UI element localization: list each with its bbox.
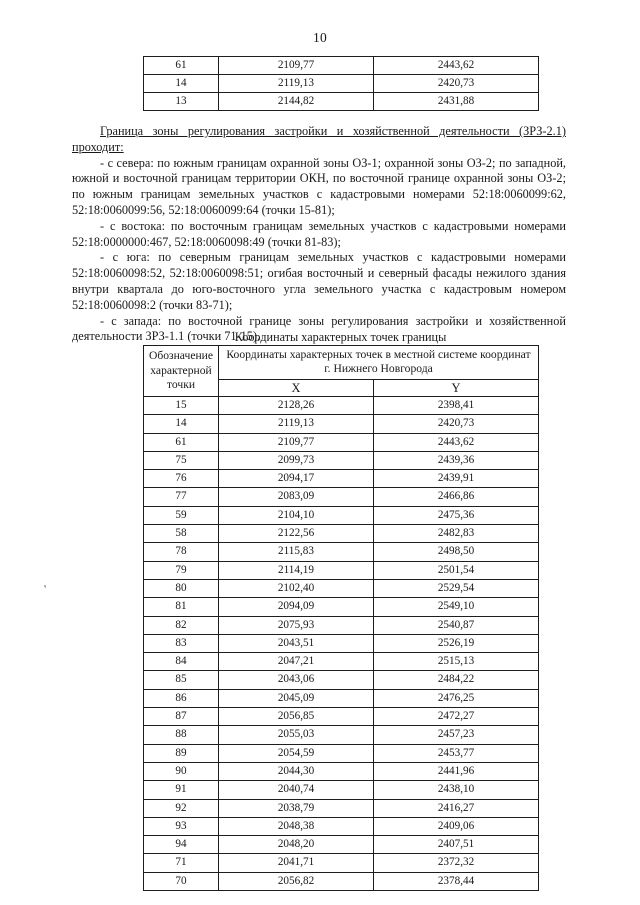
cell-y: 2441,96: [374, 762, 539, 780]
cell-y: 2438,10: [374, 781, 539, 799]
cell-x: 2041,71: [219, 854, 374, 872]
table-row: [144, 488, 539, 506]
cell-x: 2102,40: [219, 579, 374, 597]
cell-point: 93: [144, 817, 219, 835]
paragraph-lead: [72, 124, 566, 156]
cell-x: 2099,73: [219, 451, 374, 469]
cell-point: 76: [144, 470, 219, 488]
table-row: [144, 836, 539, 854]
table-row: [144, 872, 539, 890]
cell-point: 80: [144, 579, 219, 597]
cell-point: 13: [144, 93, 219, 111]
paragraph-east: - с востока: по восточным границам земельных участков с кадастровыми номерами 52:18:0000000:467, 52:18:0060098:49 (точки 81-83);: [72, 218, 566, 249]
table-row: [144, 433, 539, 451]
table-row: [144, 689, 539, 707]
cell-y: 2416,27: [374, 799, 539, 817]
header-y: Y: [374, 379, 539, 396]
cell-y: 2398,41: [374, 396, 539, 414]
cell-point: 70: [144, 872, 219, 890]
cell-x: 2056,82: [219, 872, 374, 890]
table-row: [144, 470, 539, 488]
table-row: [144, 762, 539, 780]
cell-x: 2038,79: [219, 799, 374, 817]
table-row: [144, 451, 539, 469]
cell-x: 2083,09: [219, 488, 374, 506]
cell-x: 2115,83: [219, 543, 374, 561]
cell-y: 2443,62: [374, 433, 539, 451]
cell-x: 2094,17: [219, 470, 374, 488]
table-row: [144, 579, 539, 597]
cell-y: 2443,62: [374, 57, 539, 75]
continued-coordinates-table: [143, 56, 539, 111]
cell-point: 94: [144, 836, 219, 854]
table-row: [144, 616, 539, 634]
table-row: [144, 561, 539, 579]
cell-x: 2040,74: [219, 781, 374, 799]
cell-x: 2128,26: [219, 396, 374, 414]
cell-x: 2044,30: [219, 762, 374, 780]
cell-point: 91: [144, 781, 219, 799]
cell-point: 14: [144, 75, 219, 93]
paragraph-north: - с севера: по южным границам охранной зоны ОЗ-1; охранной зоны ОЗ-2; по западной, южной и восточной границам территории ОКН, по восточной границе охранной зоны ОЗ-2; по южным границам земельных участков с кадастровыми номерами 52:18:0060099:62, 52:18:0060099:56, 52:18:0060099:64 (точки 15-81);: [72, 155, 566, 217]
cell-y: 2526,19: [374, 634, 539, 652]
cell-x: 2056,85: [219, 708, 374, 726]
cell-y: 2420,73: [374, 415, 539, 433]
paragraph-south: - с юга: по северным границам земельных участков с кадастровыми номерами 52:18:0060098:52, 52:18:0060098:51; огибая восточный и северный фасады нежилого здания внутри квартала до юго-восточного угла земельного участка с кадастровым номером 52:18:0060098:2 (точки 83-71);: [72, 250, 566, 312]
cell-x: 2048,20: [219, 836, 374, 854]
cell-y: 2529,54: [374, 579, 539, 597]
cell-point: 78: [144, 543, 219, 561]
page-number: 10: [312, 30, 328, 45]
cell-y: 2482,83: [374, 525, 539, 543]
coordinates-table-body: [144, 396, 539, 890]
cell-x: 2109,77: [219, 433, 374, 451]
paragraph-west: - с запада: по восточной границе зоны регулирования застройки и хозяйственной деятельности ЗРЗ-1.1 (точки 71-15).: [72, 313, 566, 344]
table-row: [144, 543, 539, 561]
cell-y: 2409,06: [374, 817, 539, 835]
cell-y: 2540,87: [374, 616, 539, 634]
cell-y: 2420,73: [374, 75, 539, 93]
table-row: [144, 817, 539, 835]
cell-y: 2407,51: [374, 836, 539, 854]
cell-y: 2475,36: [374, 506, 539, 524]
table-row: [144, 708, 539, 726]
cell-x: 2048,38: [219, 817, 374, 835]
cell-x: 2109,77: [219, 57, 374, 75]
cell-point: 90: [144, 762, 219, 780]
table-row: [144, 415, 539, 433]
cell-point: 92: [144, 799, 219, 817]
coordinates-table: [143, 345, 539, 891]
table-row: [144, 671, 539, 689]
table-row: [144, 396, 539, 414]
cell-x: 2055,03: [219, 726, 374, 744]
cell-y: 2472,27: [374, 708, 539, 726]
top-table-body: [144, 57, 539, 111]
table-row: [144, 653, 539, 671]
cell-x: 2047,21: [219, 653, 374, 671]
table-row: [144, 525, 539, 543]
cell-point: 79: [144, 561, 219, 579]
cell-x: 2054,59: [219, 744, 374, 762]
cell-y: 2476,25: [374, 689, 539, 707]
cell-y: 2372,32: [374, 854, 539, 872]
lead-underlined-text: Граница зоны регулирования застройки и хозяйственной деятельности (ЗРЗ-2.1) проходит:: [72, 124, 566, 154]
cell-point: 85: [144, 671, 219, 689]
cell-point: 61: [144, 57, 219, 75]
cell-y: 2439,36: [374, 451, 539, 469]
cell-x: 2104,10: [219, 506, 374, 524]
cell-x: 2122,56: [219, 525, 374, 543]
header-x: X: [219, 379, 374, 396]
cell-x: 2075,93: [219, 616, 374, 634]
cell-x: 2045,09: [219, 689, 374, 707]
cell-y: 2378,44: [374, 872, 539, 890]
cell-point: 58: [144, 525, 219, 543]
body-text: [72, 124, 566, 345]
cell-y: 2484,22: [374, 671, 539, 689]
cell-y: 2498,50: [374, 543, 539, 561]
table-row: [144, 781, 539, 799]
coordinates-table-title: Координаты характерных точек границы: [234, 330, 447, 344]
cell-x: 2119,13: [219, 415, 374, 433]
cell-point: 75: [144, 451, 219, 469]
table-row: [144, 93, 539, 111]
scan-artifact: [45, 587, 46, 588]
cell-point: 89: [144, 744, 219, 762]
cell-point: 86: [144, 689, 219, 707]
cell-y: 2549,10: [374, 598, 539, 616]
cell-y: 2431,88: [374, 93, 539, 111]
cell-point: 71: [144, 854, 219, 872]
cell-x: 2043,51: [219, 634, 374, 652]
cell-point: 61: [144, 433, 219, 451]
table-row: [144, 726, 539, 744]
table-row: [144, 75, 539, 93]
cell-y: 2466,86: [374, 488, 539, 506]
cell-y: 2515,13: [374, 653, 539, 671]
cell-x: 2144,82: [219, 93, 374, 111]
table-row: [144, 854, 539, 872]
cell-point: 82: [144, 616, 219, 634]
cell-y: 2453,77: [374, 744, 539, 762]
header-local-coordinate-system: Координаты характерных точек в местной системе координат г. Нижнего Новгорода: [219, 346, 539, 380]
header-row-primary: [144, 346, 539, 380]
cell-x: 2043,06: [219, 671, 374, 689]
cell-point: 15: [144, 396, 219, 414]
cell-point: 59: [144, 506, 219, 524]
cell-point: 83: [144, 634, 219, 652]
cell-x: 2114,19: [219, 561, 374, 579]
cell-x: 2094,09: [219, 598, 374, 616]
table-row: [144, 598, 539, 616]
table-row: [144, 799, 539, 817]
cell-point: 14: [144, 415, 219, 433]
cell-point: 84: [144, 653, 219, 671]
table-row: [144, 634, 539, 652]
cell-y: 2501,54: [374, 561, 539, 579]
cell-point: 81: [144, 598, 219, 616]
header-point-designation: Обозначение характерной точки: [144, 346, 219, 397]
table-row: [144, 744, 539, 762]
cell-x: 2119,13: [219, 75, 374, 93]
cell-point: 87: [144, 708, 219, 726]
cell-point: 77: [144, 488, 219, 506]
table-row: [144, 57, 539, 75]
table-row: [144, 506, 539, 524]
cell-y: 2457,23: [374, 726, 539, 744]
cell-point: 88: [144, 726, 219, 744]
cell-y: 2439,91: [374, 470, 539, 488]
coordinates-table-head: [144, 346, 539, 397]
